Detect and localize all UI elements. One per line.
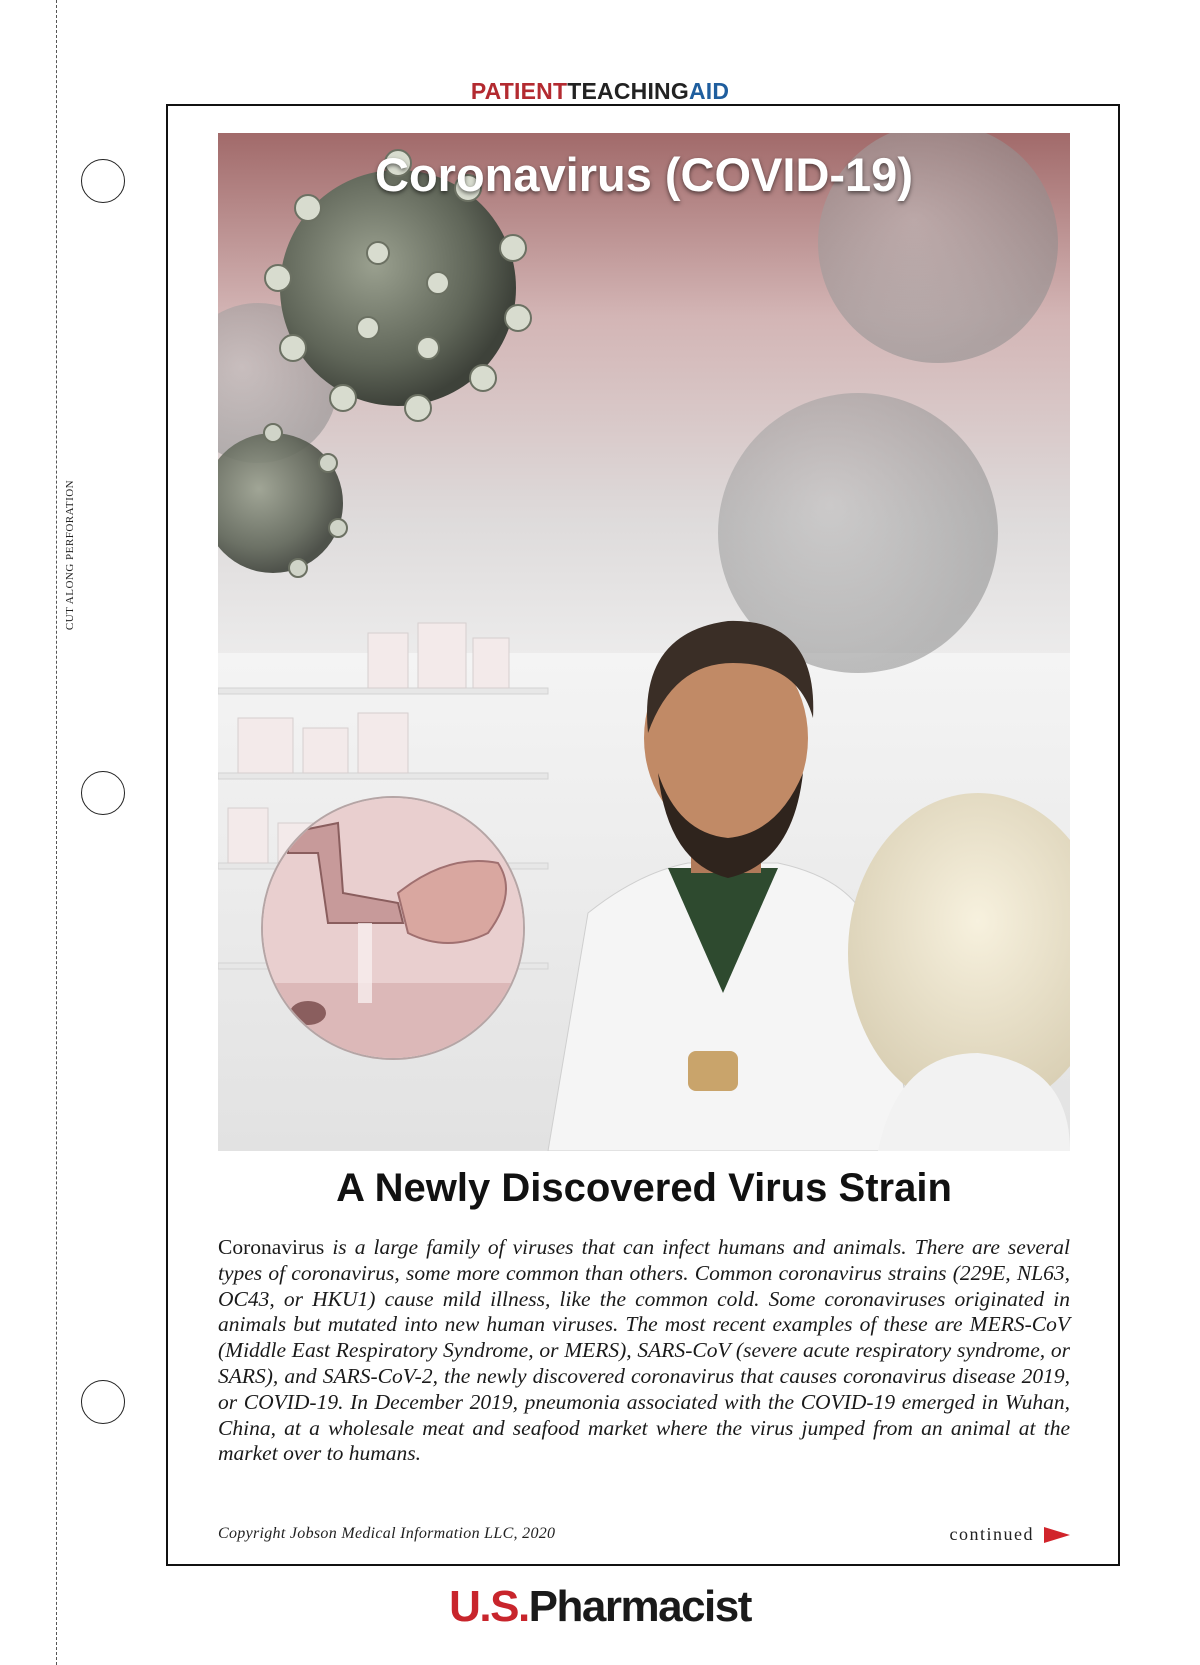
- header-part-aid: AID: [688, 78, 730, 104]
- hero-image: [218, 133, 1070, 1151]
- copyright-notice: Copyright Jobson Medical Information LLC, 2020: [218, 1525, 556, 1542]
- hero-illustration: [218, 133, 1070, 1151]
- logo-us: U.S.: [449, 1582, 529, 1631]
- lead-term: Coronavirus: [218, 1235, 325, 1259]
- binder-hole: [81, 771, 125, 815]
- continued-link[interactable]: [950, 1524, 1070, 1545]
- continued-label: continued: [949, 1524, 1034, 1544]
- section-heading: A Newly Discovered Virus Strain: [336, 1166, 952, 1210]
- header-part-teaching: TEACHING: [567, 78, 689, 104]
- header-part-patient: PATIENT: [470, 78, 568, 104]
- binder-hole: [81, 1380, 125, 1424]
- perforation-line: [56, 0, 57, 1665]
- body-paragraph-part2: In December 2019, pneumonia associated with the COVID-19 emerged in Wuhan, China, at a wholesale meat and seafood market where the virus jumped from an animal at the market over to humans.: [218, 1389, 1070, 1466]
- cut-along-perforation-label: CUT ALONG PERFORATION: [64, 479, 76, 631]
- arrow-right-icon: [1044, 1527, 1070, 1543]
- article-body: [218, 1235, 1070, 1467]
- patient-teaching-aid-header: [0, 78, 1200, 104]
- binder-hole: [81, 159, 125, 203]
- us-pharmacist-logo: [0, 1582, 1200, 1632]
- logo-pharmacist: Pharmacist: [528, 1582, 751, 1631]
- body-paragraph-part1: is a large family of viruses that can infect humans and animals. There are several types of coronavirus, some more common than others. Common coronavirus strains (229E, NL63, OC43, or HKU1) cause mild illness, like the common cold. Some coronaviruses originated in animals but mutated into new human viruses. The most recent examples of these are MERS-CoV (Middle East Respiratory Syndrome, or MERS), SARS-CoV (severe acute respiratory syndrome, or SARS), and SARS-CoV-2, the newly discovered coronavirus that causes coronavirus disease 2019, or COVID-19.: [218, 1235, 1070, 1414]
- hero-title: Coronavirus (COVID-19): [375, 148, 913, 201]
